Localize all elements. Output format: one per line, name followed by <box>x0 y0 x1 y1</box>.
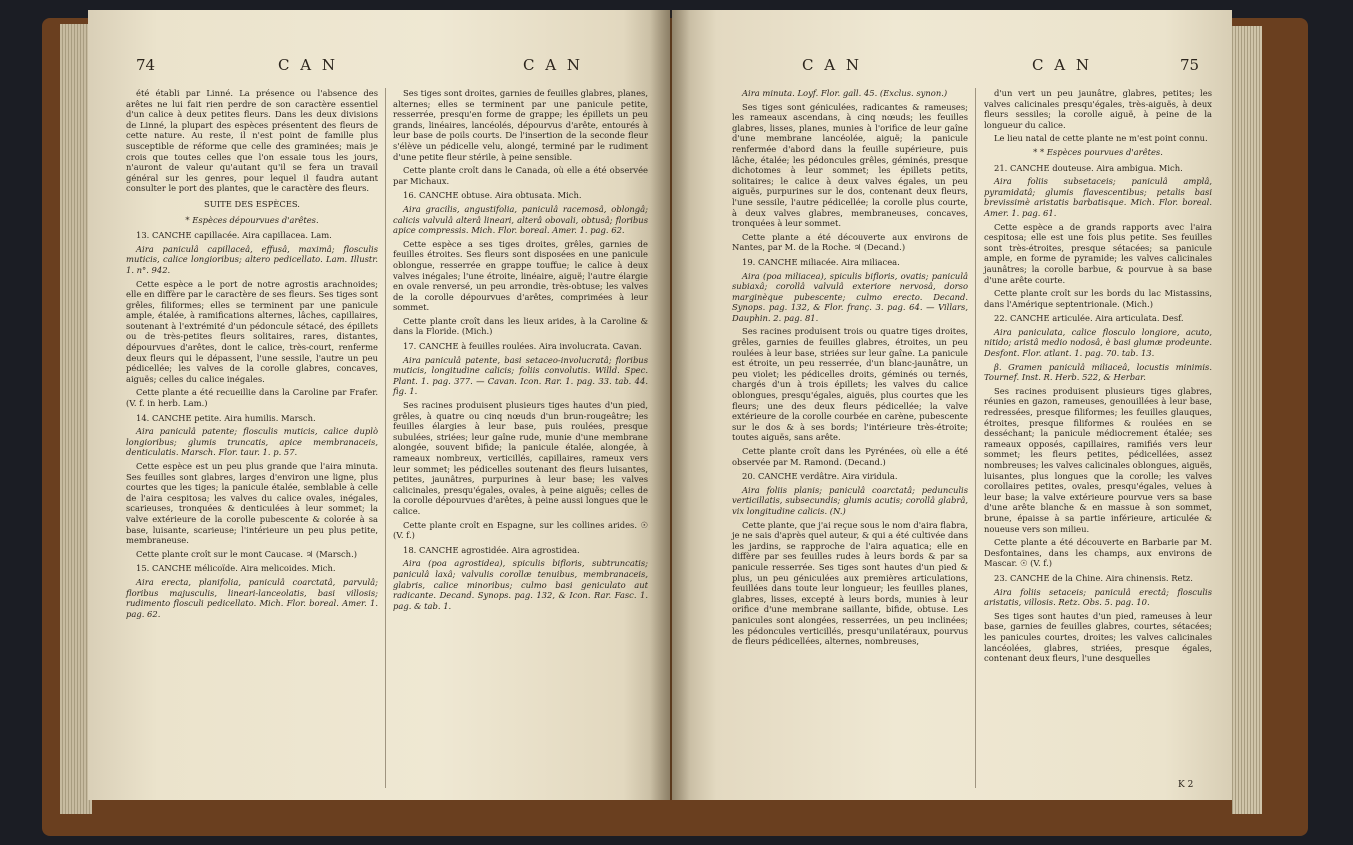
paragraph: Le lieu natal de cette plante ne m'est point connu. <box>994 133 1208 144</box>
paragraph: Aira gracilis, angustifolia, paniculâ racemosâ, oblongâ; calicis valvulâ alterâ lineari, alterâ obovali, obtusâ; floribus apice compressis. Mich. Flor. boreal. Amer. 1. pag. 62. <box>393 203 648 236</box>
paragraph: Cette espèce est un peu plus grande que l'aira minuta. Ses feuilles sont glabres, larges d'environ une ligne, plus courtes que les tiges; la panicule étalée, semblable à celle de l'aira cespitosa; les valves du calice ovales, inégales, scarieuses, tronquées & denticulées à leur sommet; la valve extérieure de la corolle pubescente & colorée à sa base, luisante, scarieuse; l'intérieure un peu plus petite, membraneuse. <box>126 461 378 546</box>
paragraph: 15. CANCHE mélicoïde. Aira melicoides. Mich. <box>136 563 336 574</box>
paragraph: Cette plante croît sur les bords du lac Mistassins, dans l'Amérique septentrionale. (Mich.) <box>984 288 1212 309</box>
right-page-number: 75 <box>1180 56 1200 74</box>
left-column-2 <box>393 88 648 614</box>
paragraph: 17. CANCHE à feuilles roulées. Aira involucrata. Cavan. <box>403 341 642 352</box>
book-gutter <box>650 10 690 800</box>
paragraph: Ses tiges sont géniculées, radicantes & rameuses; les rameaux ascendans, à cinq nœuds; les feuilles glabres, lisses, planes, munies à l'orifice de leur gaîne d'une membrane lancéolée, aiguë; la panicule renfermée d'abord dans la feuille supérieure, puis lâche, étalée; les pédoncules grêles, géminés, presque dichotomes à leur sommet; les épillets petits, solitaires; le calice à deux valves égales, un peu aiguës, purpurines sur le dos, contenant deux fleurs, l'une sessile, l'autre pédicellée; la corolle plus courte, à deux valves glabres, membraneuses, concaves, tronquées à leur sommet. <box>732 101 968 229</box>
right-page <box>672 10 1232 800</box>
paragraph: Aira (poa agrostidea), spiculis bifloris, subtruncatis; paniculâ laxâ; valvulis corollæ tenuibus, membranaceis, glabris, calice minoribus; culmo basi geniculato aut radicante. Decand. Synops. pag. 132, & Icon. Rar. Fasc. 1. pag. & tab. 1. <box>393 558 648 611</box>
paragraph: Ses racines produisent plusieurs tiges glabres, réunies en gazon, rameuses, genouillées à leur base, redressées, presque filiformes; les feuilles glauques, étroites, presque filiformes & roulées en se desséchant; la panicule médiocrement étalée; ses rameaux opposés, capillaires, ramifiés vers leur sommet; les fleurs petites, pédicellées, assez nombreuses; les valves calicinales oblongues, aiguës, luisantes, plus longues que la corolle; les valves corollaires petites, ovales, presqu'égales, velues à leur base; la valve extérieure pourvue vers sa base d'une arête blanche & en massue à son sommet, brune, épaisse à sa partie inférieure, articulée & noueuse vers son milieu. <box>984 385 1212 534</box>
paragraph: 18. CANCHE agrostidée. Aira agrostidea. <box>403 544 580 555</box>
left-running-head-1: C A N <box>278 56 338 74</box>
left-page <box>88 10 670 800</box>
paragraph: 21. CANCHE douteuse. Aira ambigua. Mich. <box>994 162 1183 173</box>
right-running-head-2: C A N <box>1032 56 1092 74</box>
paragraph: Aira erecta, planifolia, paniculâ coarctatâ, parvulâ; floribus majusculis, lineari-lanceolatis, basi villosis; rudimento flosculi pedicellato. Mich. Flor. boreal. Amer. 1. pag. 62. <box>126 576 378 619</box>
paragraph: Cette espèce a ses tiges droites, grêles, garnies de feuilles étroites. Ses fleurs sont disposées en une panicule oblongue, resserrée en grappe touffue; le calice à deux valves inégales; l'une étroite, linéaire, aiguë; l'autre élargie en ovale renversé, un peu arrondie, très-obtuse; les valves de la corolle dépourvues d'arêtes, comprimées à leur sommet. <box>393 238 648 313</box>
page-edges-right <box>1232 26 1262 814</box>
paragraph: Aira paniculata, calice flosculo longiore, acuto, nitido; aristâ medio nodosâ, è basi glumæ prodeunte. Desfont. Flor. atlant. 1. pag. 70. tab. 13. <box>984 326 1212 359</box>
left-page-number: 74 <box>136 56 156 74</box>
paragraph: 19. CANCHE miliacée. Aira miliacea. <box>742 256 900 267</box>
left-running-head-2: C A N <box>523 56 583 74</box>
paragraph: 16. CANCHE obtuse. Aira obtusata. Mich. <box>403 190 582 201</box>
paragraph: Aira foliis subsetaceis; paniculâ amplâ, pyramidatâ; glumis flavescentibus; petalis basi brevissimè aristatis barbatisque. Mich. Flor. boreal. Amer. 1. pag. 61. <box>984 176 1212 218</box>
paragraph: Cette plante a été découverte en Barbarie par M. Desfontaines, dans les champs, aux environs de Mascar. ☉ (V. f.) <box>984 537 1212 569</box>
paragraph: 20. CANCHE verdâtre. Aira viridula. <box>742 471 898 482</box>
right-column-2 <box>984 88 1212 667</box>
paragraph: Cette plante a été découverte aux environs de Nantes, par M. de la Roche. ♃ (Decand.) <box>732 231 968 253</box>
paragraph: Cette plante croît dans les Pyrénées, où elle a été observée par M. Ramond. (Decand.) <box>732 446 968 467</box>
paragraph: Cette espèce a le port de notre agrostis arachnoides; elle en diffère par le caractère de ses fleurs. Ses tiges sont grêles, filiformes; elles se terminent par une panicule ample, étalée, à ramifications alternes, lâches, capillaires, soutenant à l'extrémité d'un pédoncule sétacé, des épillets ou de très-petites fleurs solitaires, rares, distantes, dépourvues d'arêtes, dont le calice, très-court, renferme deux fleurs qui le dépassent, l'une sessile, l'autre un peu pédicellée; les valves de la corolle glabres, concaves, aiguës; celles du calice inégales. <box>126 278 378 384</box>
paragraph: Ses racines produisent trois ou quatre tiges droites, grêles, garnies de feuilles glabres, étroites, un peu roulées à leur base, striées sur leur gaîne. La panicule est étroite, un peu resserrée, d'un blanc-jaunâtre, un peu violet; les pédicelles droits, géminés ou ternés, chargés d'un à trois épillets; les valves du calice oblongues, presqu'égales, aiguës, plus courtes que les fleurs; une des deux fleurs pédicellée; la valve extérieure de la corolle courbée en carène, pubescente sur le dos & à ses bords; l'intérieure très-étroite; toutes aiguës, sans arête. <box>732 326 968 443</box>
paragraph: Aira paniculâ patente, basi setaceo-involucratâ; floribus muticis, longitudine calicis; foliis convolutis. Willd. Spec. Plant. 1. pag. 377. — Cavan. Icon. Rar. 1. pag. 33. tab. 44. fig. 1. <box>393 354 648 397</box>
paragraph: Ses tiges sont hautes d'un pied, rameuses à leur base, garnies de feuilles glabres, courtes, sétacées; les panicules courtes, droites; les valves calicinales lancéolées, glabres, striées, presque égales, contenant deux fleurs, l'une desquelles <box>984 610 1212 664</box>
paragraph: Cette plante croît sur le mont Caucase. ♃ (Marsch.) <box>136 548 358 559</box>
left-column-1 <box>126 88 378 622</box>
column-rule <box>975 88 976 788</box>
paragraph: Cette plante croît en Espagne, sur les collines arides. ☉ (V. f.) <box>393 519 648 541</box>
paragraph: d'un vert un peu jaunâtre, glabres, petites; les valves calicinales presqu'égales, très-aiguës, à deux fleurs sessiles; la corolle aiguë, à peine de la longueur du calice. <box>984 88 1212 130</box>
paragraph: β. Gramen paniculâ miliaceâ, locustis minimis. Tournef. Inst. R. Herb. 522, & Herbar. <box>984 361 1212 383</box>
paragraph: Aira paniculâ capillaceâ, effusâ, maximâ; flosculis muticis, calice longioribus; altero pedicellato. Lam. Illustr. 1. n°. 942. <box>126 243 378 275</box>
paragraph: Aira minuta. Loyf. Flor. gall. 45. (Exclus. synon.) <box>742 88 948 98</box>
signature-mark: K 2 <box>1178 780 1194 790</box>
paragraph: Aira foliis setaceis; paniculâ erectâ; flosculis aristatis, villosis. Retz. Obs. 5. pag. 10. <box>984 586 1212 608</box>
right-running-head-1: C A N <box>802 56 862 74</box>
paragraph: Ses racines produisent plusieurs tiges hautes d'un pied, grêles, à quatre ou cinq nœuds d'un brun-rougeâtre; les feuilles élargies à leur base, puis roulées, presque subulées, striées; leur gaîne rude, munie d'une membrane alongée, souvent bifide; la panicule étalée, alongée, à rameaux nombreux, verticillés, capillaires, rameux vers leur sommet; les pédicelles soutenant des fleurs luisantes, petites, jaunâtres, purpurines à leur base; les valves calicinales, presqu'égales, ovales, à peine aiguës; celles de la corolle dépourvues d'arêtes, à peine aussi longues que le calice. <box>393 400 648 516</box>
paragraph: été établi par Linné. La présence ou l'absence des arêtes ne lui fait rien perdre de son caractère essentiel d'un calice à deux petites fleurs. Dans les deux divisions de Linné, la plupart des espèces présentent des fleurs de cette nature. Au reste, il n'est point de famille plus susceptible de réforme que celle des graminées; mais je crois que toutes celles que l'on essaie tous les jours, n'auront de valeur qu'autant qu'il se fera un travail général sur les genres, pour lequel il faudra autant consulter le port des plantes, que le caractère des fleurs. <box>126 88 378 194</box>
column-rule <box>385 88 386 788</box>
paragraph: * Espèces dépourvues d'arêtes. <box>185 214 319 225</box>
paragraph: 23. CANCHE de la Chine. Aira chinensis. Retz. <box>994 572 1193 583</box>
paragraph: Cette plante croît dans les lieux arides, à la Caroline & dans la Floride. (Mich.) <box>393 315 648 337</box>
paragraph: Aira (poa miliacea), spiculis bifloris, ovatis; paniculâ subiaxâ; corollâ valvulâ exteriore nervosâ, dorso marginèque pubescente; culmo erecto. Decand. Synops. pag. 132, & Flor. franç. 3. pag. 64. — Villars, Dauphin. 2. pag. 81. <box>732 270 968 323</box>
paragraph: Aira foliis planis; paniculâ coarctatâ; pedunculis verticillatis, subsecundis; glumis acutis; corollâ glabrâ, vix longitudine calicis. (N.) <box>732 484 968 516</box>
paragraph: 14. CANCHE petite. Aira humilis. Marsch. <box>136 412 316 423</box>
paragraph: SUITE DES ESPÈCES. <box>204 198 300 209</box>
paragraph: 22. CANCHE articulée. Aira articulata. Desf. <box>994 313 1184 324</box>
paragraph: Aira paniculâ patente; flosculis muticis, calice duplò longioribus; glumis truncatis, apice membranaceis, denticulatis. Marsch. Flor. taur. 1. p. 57. <box>126 426 378 458</box>
paragraph: Ses tiges sont droites, garnies de feuilles glabres, planes, alternes; elles se terminent par une panicule petite, resserrée, presqu'en forme de grappe; les épillets un peu grands, linéaires, lancéolés, dépourvus d'arête, entourés à leur base de poils courts. De l'insertion de la seconde fleur s'élève un pédicelle velu, alongé, terminé par le rudiment d'une petite fleur stérile, à peine sensible. <box>393 88 648 162</box>
paragraph: Cette plante a été recueillie dans la Caroline par Frafer. (V. f. in herb. Lam.) <box>126 387 378 409</box>
right-column-1 <box>732 88 968 650</box>
paragraph: 13. CANCHE capillacée. Aira capillacea. Lam. <box>136 230 332 241</box>
paragraph: Cette plante, que j'ai reçue sous le nom d'aira flabra, je ne sais d'après quel auteur, & qui a été cultivée dans les jardins, se rapproche de l'aira aquatica; elle en diffère par ses feuilles rudes à leurs bords & par sa panicule resserrée. Ses tiges sont hautes d'un pied & plus, un peu géniculées aux premières articulations, feuillées dans toute leur longueur; les feuilles planes, glabres, lisses, excepté à leurs bords, munies à leur orifice d'une membrane saillante, bifide, obtuse. Les panicules sont alongées, resserrées, un peu inclinées; les pédoncules verticillés, presqu'unilatéraux, pourvus de fleurs pédicellées, alternes, nombreuses, <box>732 519 968 647</box>
paragraph: * * Espèces pourvues d'arêtes. <box>1033 146 1163 157</box>
paragraph: Cette espèce a de grands rapports avec l'aira cespitosa; elle est une fois plus petite. Ses feuilles sont très-étroites, presque sétacées; sa panicule ample, en forme de pyramide; les valves calicinales jaunâtres; la corolle barbue, & pourvue à sa base d'une arête courte. <box>984 221 1212 285</box>
paragraph: Cette plante croît dans le Canada, où elle a été observée par Michaux. <box>393 165 648 186</box>
